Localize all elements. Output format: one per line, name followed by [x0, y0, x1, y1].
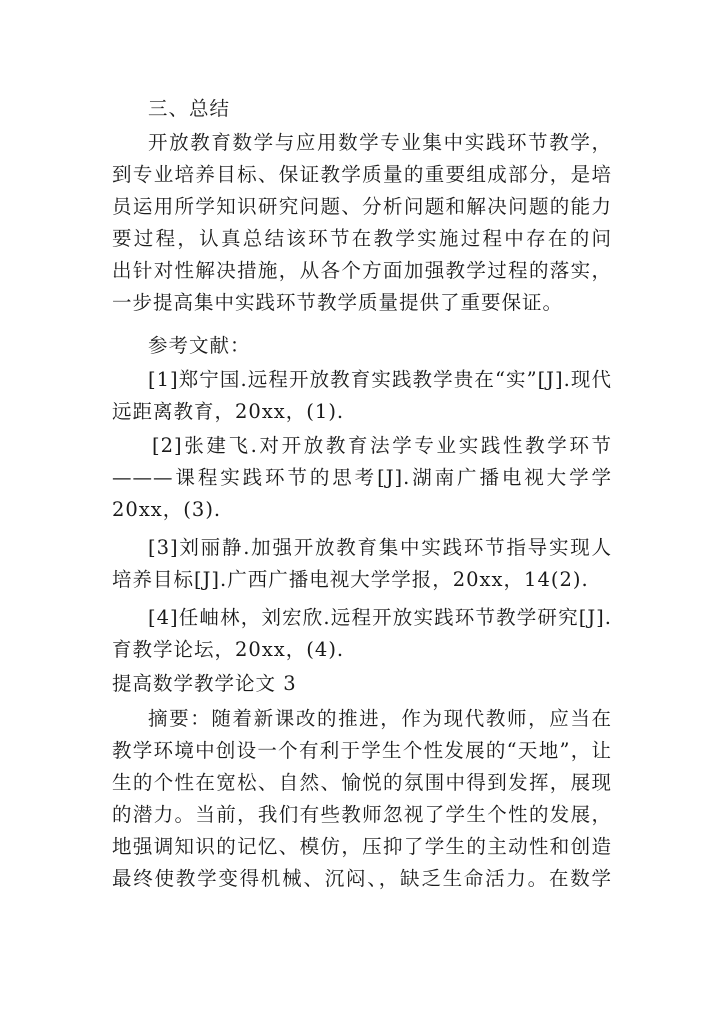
references-heading-text: 参考文献： — [148, 334, 251, 357]
summary-paragraph — [112, 127, 612, 319]
reference-line: 育教学论坛，20xx，(4). — [112, 638, 345, 661]
reference-line: [1]郑宁国.远程开放教育实践教学贵在“实”[J].现代 — [148, 368, 612, 391]
summary-line: 出针对性解决措施，从各个方面加强教学过程的落实， — [112, 259, 612, 282]
summary-line: 员运用所学知识研究问题、分析问题和解决问题的能力 — [112, 195, 612, 218]
reference-line: ———课程实践环节的思考[J].湖南广播电视大学学 — [112, 466, 612, 489]
reference-line: 培养目标[J].广西广播电视大学学报，20xx，14(2). — [112, 568, 589, 591]
reference-line: 20xx，(3). — [112, 498, 222, 521]
summary-line: 要过程，认真总结该环节在教学实施过程中存在的问 — [112, 227, 612, 250]
references-heading — [112, 330, 612, 362]
abstract-line: 地强调知识的记忆、模仿，压抑了学生的主动性和创造 — [112, 835, 612, 858]
abstract-line: 摘要：随着新课改的推进，作为现代教师，应当在 — [148, 707, 612, 730]
reference-item — [112, 430, 612, 526]
article-title — [112, 668, 612, 700]
reference-item — [112, 602, 612, 666]
reference-line: [2]张建飞.对开放教育法学专业实践性教学环节 — [152, 434, 612, 457]
article-title-text: 提高数学教学论文 3 — [112, 672, 297, 695]
reference-item — [112, 532, 612, 596]
abstract-line: 生的个性在宽松、自然、愉悦的氛围中得到发挥，展现 — [112, 771, 612, 794]
abstract-paragraph — [112, 703, 612, 895]
abstract-line: 教学环境中创设一个有利于学生个性发展的“天地”，让 — [112, 739, 612, 762]
reference-item — [112, 364, 612, 428]
summary-line: 到专业培养目标、保证教学质量的重要组成部分，是培 — [112, 163, 612, 186]
abstract-line: 最终使教学变得机械、沉闷、，缺乏生命活力。在数学 — [112, 867, 612, 890]
summary-line: 开放教育数学与应用数学专业集中实践环节教学， — [148, 131, 612, 154]
reference-line: 远距离教育，20xx，(1). — [112, 400, 345, 423]
summary-line: 一步提高集中实践环节教学质量提供了重要保证。 — [112, 291, 564, 314]
abstract-line: 的潜力。当前，我们有些教师忽视了学生个性的发展， — [112, 803, 612, 826]
section-heading — [112, 93, 612, 125]
section-heading-text: 三、总结 — [148, 97, 231, 120]
reference-line: [4]任岫林，刘宏欣.远程开放实践环节教学研究[J]. — [148, 606, 612, 629]
reference-line: [3]刘丽静.加强开放教育集中实践环节指导实现人 — [148, 536, 612, 559]
